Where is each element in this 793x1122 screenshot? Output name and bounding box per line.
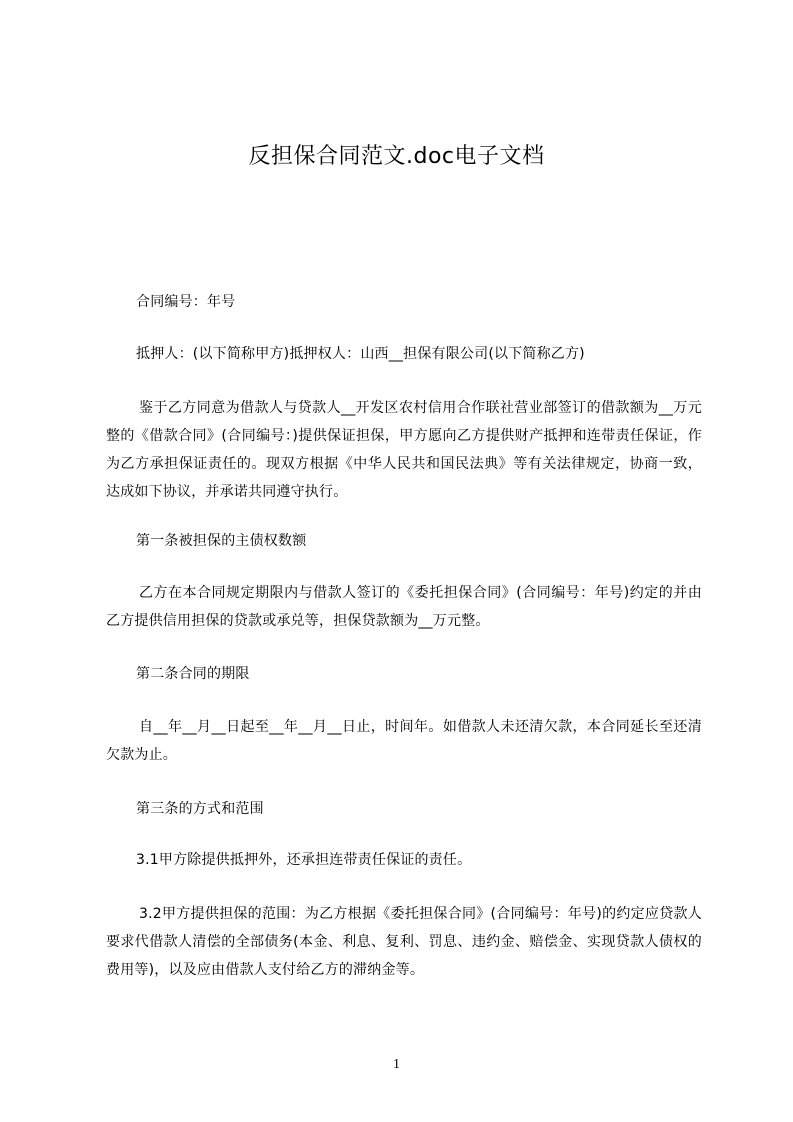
clause-3-1: 3.1甲方除提供抵押外，还承担连带责任保证的责任。 <box>136 852 472 868</box>
article1-heading: 第一条被担保的主债权数额 <box>136 533 307 549</box>
clause-3-2: 3.2甲方提供担保的范围：为乙方根据《委托担保合同》(合同编号：年号)的约定应贷款人要求代借款人清偿的全部债务(本金、利息、复利、罚息、违约金、赔偿金、实现贷款人债权的费用等)，以及应由借款人支付给乙方的滞纳金等。 <box>106 906 702 978</box>
article3-heading: 第三条的方式和范围 <box>136 801 264 817</box>
parties-line: 抵押人：(以下简称甲方)抵押权人：山西__担保有限公司(以下简称乙方) <box>136 346 585 362</box>
article1-body: 乙方在本合同规定期限内与借款人签订的《委托担保合同》(合同编号：年号)约定的并由乙方提供信用担保的贷款或承兑等，担保贷款额为__万元整。 <box>106 585 702 629</box>
article2-heading: 第二条合同的期限 <box>136 666 250 682</box>
page-number: 1 <box>393 1057 400 1072</box>
preamble-paragraph: 鉴于乙方同意为借款人与贷款人__开发区农村信用合作联社营业部签订的借款额为__万元整的《借款合同》(合同编号：)提供保证担保，甲方愿向乙方提供财产抵押和连带责任保证，作为乙方承担保证责任的。现双方根据《中华人民共和国民法典》等有关法律规定，协商一致，达成如下协议，并承诺共同遵守执行。 <box>106 400 702 500</box>
article2-body: 自__年__月__日起至__年__月__日止，时间年。如借款人未还清欠款，本合同延长至还清欠款为止。 <box>106 719 702 763</box>
document-title: 反担保合同范文.doc电子文档 <box>248 144 545 169</box>
contract-number-line: 合同编号：年号 <box>136 294 236 310</box>
